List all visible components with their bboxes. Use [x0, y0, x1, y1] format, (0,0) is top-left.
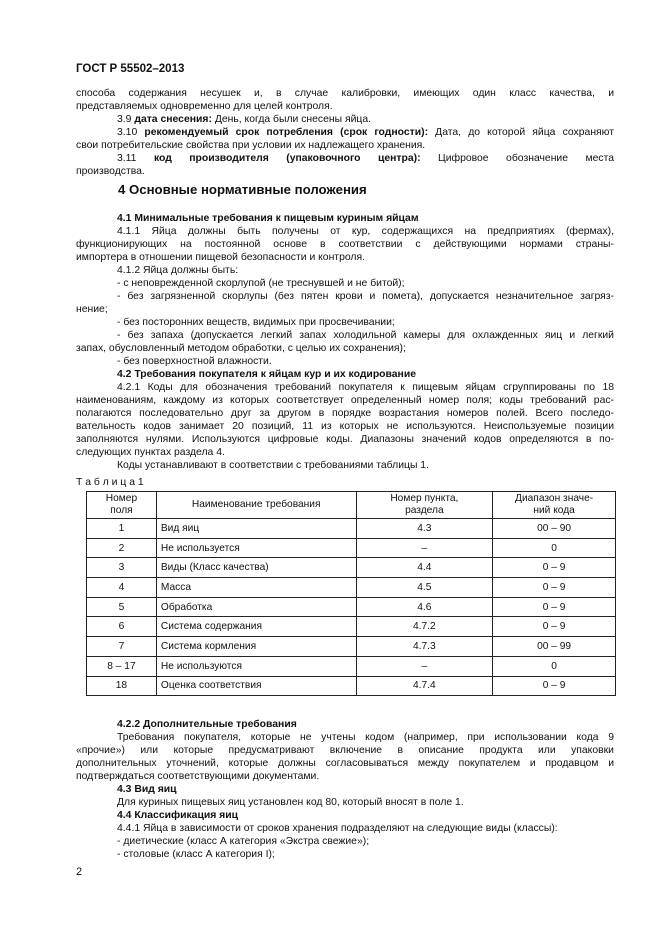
paragraph-line: Для куриных пищевых яиц установлен код 80, который вносят в поле 1. [117, 797, 464, 808]
cell-section: 4.7.4 [356, 676, 493, 696]
list-item: - с неповрежденной скорлупой (не треснувшей и не битой); [117, 278, 405, 289]
list-item: - без запаха (допускается легкий запах холодильной камеры для охлажденных яиц и легкий [117, 330, 614, 341]
paragraph-line: 4.1.2 Яйца должны быть: [117, 265, 239, 276]
table-row [87, 519, 616, 539]
col-header-text: Наименование требования [191, 499, 321, 510]
table-row [87, 637, 616, 657]
def-term: рекомендуемый срок потребления (срок годности): [144, 127, 429, 138]
cell-name: Масса [156, 578, 356, 598]
definition-3-11 [117, 152, 614, 165]
section-title: 4 Основные нормативные положения [118, 182, 367, 197]
col-header [87, 492, 157, 519]
cell-field: 8 – 17 [87, 656, 157, 676]
col-header-text: Диапазон значе- ний кода [515, 493, 594, 516]
paragraph-line: «прочие») или которые предусматривают включение в описание продукта или упаковки [76, 745, 614, 756]
table-row [87, 617, 616, 637]
def-text: День, когда были снесены яйца. [214, 114, 372, 125]
list-item: - диетические (класс А категория «Экстра свежие»); [117, 836, 370, 847]
cell-name: Не используется [156, 538, 356, 558]
cell-range: 0 – 9 [493, 676, 616, 696]
document-header: ГОСТ Р 55502–2013 [76, 63, 185, 75]
table-row [87, 656, 616, 676]
cell-field: 4 [87, 578, 157, 598]
cell-field: 18 [87, 676, 157, 696]
paragraph-line: 4.2.1 Коды для обозначения требований покупателя к пищевым яйцам сгруппированы по 18 [117, 382, 614, 393]
cell-field: 6 [87, 617, 157, 637]
def-text: Цифровое обозначение места [438, 153, 615, 164]
list-item: - без загрязненной скорлупы (без пятен крови и помета), допускается незначительное загряз- [117, 291, 614, 302]
subsection-title: 4.4 Классификация яиц [117, 810, 239, 821]
col-header-text: Номер пункта, раздела [390, 493, 459, 516]
definition-3-9 [117, 113, 371, 126]
list-item: - без поверхностной влажности. [117, 356, 272, 367]
cell-range: 0 [493, 538, 616, 558]
cell-field: 3 [87, 558, 157, 578]
paragraph-line: 4.4.1 Яйца в зависимости от сроков хранения подразделяют на следующие виды (классы): [117, 823, 558, 834]
paragraph-line: дополнительных уточнений, которые должны согласовываться между покупателем и продавцом и [76, 758, 614, 769]
def-num: 3.9 [117, 114, 132, 125]
paragraph-line: следующих пунктах раздела 4. [76, 447, 225, 458]
cell-name: Вид яиц [156, 519, 356, 539]
paragraph-line: Коды устанавливают в соответствии с требованиями таблицы 1. [117, 460, 429, 471]
definition-line: свои потребительские свойства при условии их надлежащего хранения. [76, 140, 426, 151]
paragraph-line: импортера в отношении пищевой безопасности и контроля. [76, 252, 365, 263]
paragraph-line: заполняются нулями. Используются цифровые коды. Диапазоны значений кодов определяются в по- [76, 434, 614, 445]
cell-section: 4.7.2 [356, 617, 493, 637]
list-item: - без посторонних веществ, видимых при просвечивании; [117, 317, 395, 328]
cell-section: – [356, 538, 493, 558]
paragraph-line: подтверждаться соответствующими документами. [76, 771, 320, 782]
list-item-cont: запах, обусловленный методом обработки, с целью их сохранения); [76, 343, 406, 354]
cell-name: Система кормления [156, 637, 356, 657]
def-num: 3.10 [117, 127, 138, 138]
cell-name: Не используются [156, 656, 356, 676]
table-caption: Т а б л и ц а 1 [76, 477, 144, 488]
page-number: 2 [76, 866, 83, 878]
cell-range: 00 – 90 [493, 519, 616, 539]
cell-range: 00 – 99 [493, 637, 616, 657]
cell-range: 0 – 9 [493, 597, 616, 617]
cell-name: Виды (Класс качества) [156, 558, 356, 578]
col-header [156, 492, 356, 519]
cell-section: 4.6 [356, 597, 493, 617]
list-item: - столовые (класс А категория I); [117, 849, 275, 860]
cell-section: 4.5 [356, 578, 493, 598]
paragraph-line: наименованиям, каждому из которых соответствует определенный номер поля; коды требований рас- [76, 395, 614, 406]
subsection-title: 4.1 Минимальные требования к пищевым куриным яйцам [117, 213, 419, 224]
col-header [493, 492, 616, 519]
table-header-row [87, 492, 616, 519]
definition-3-10 [117, 126, 614, 139]
cell-name: Оценка соответствия [156, 676, 356, 696]
paragraph-line: функционирующих на постоянной основе в соответствии с действующими нормами страны- [76, 239, 614, 250]
def-term: код производителя (упаковочного центра): [153, 153, 421, 164]
cell-range: 0 [493, 656, 616, 676]
paragraph-line: Требования покупателя, которые не учтены кодом (например, при использовании кода 9 [117, 732, 614, 743]
definition-line: производства. [76, 166, 145, 177]
table-row [87, 538, 616, 558]
cell-field: 7 [87, 637, 157, 657]
cell-name: Система содержания [156, 617, 356, 637]
cell-range: 0 – 9 [493, 617, 616, 637]
cell-name: Обработка [156, 597, 356, 617]
paragraph-line: вательность кодов занимает 20 позиций, 11 из которых не используются. Неиспользуемые позиции [76, 421, 614, 432]
cell-section: 4.3 [356, 519, 493, 539]
cell-field: 5 [87, 597, 157, 617]
list-item-cont: нение; [76, 304, 108, 315]
table-row [87, 676, 616, 696]
intro-line: способа содержания несушек и, в случае калибровки, имеющих один класс качества, и [76, 88, 614, 99]
intro-line: представляемых одновременно для целей контроля. [76, 101, 333, 112]
requirements-table [86, 491, 616, 696]
table-row [87, 558, 616, 578]
paragraph-line: 4.1.1 Яйца должны быть получены от кур, содержащихся на предприятиях (фермах), [117, 226, 614, 237]
col-header [356, 492, 493, 519]
cell-field: 1 [87, 519, 157, 539]
table-row [87, 597, 616, 617]
def-text: Дата, до которой яйца сохраняют [435, 127, 615, 138]
col-header-text: Номер поля [105, 493, 138, 516]
def-num: 3.11 [117, 153, 137, 164]
cell-range: 0 – 9 [493, 558, 616, 578]
subsection-title: 4.2 Требования покупателя к яйцам кур и их кодирование [117, 369, 416, 380]
def-term: дата снесения: [134, 114, 212, 125]
cell-section: 4.7.3 [356, 637, 493, 657]
paragraph-line: полагаются последовательно друг за другом в порядке возрастания номеров полей. Всего последо- [76, 408, 614, 419]
cell-section: 4.4 [356, 558, 493, 578]
cell-range: 0 – 9 [493, 578, 616, 598]
subsection-title: 4.2.2 Дополнительные требования [117, 719, 297, 730]
cell-field: 2 [87, 538, 157, 558]
subsection-title: 4.3 Вид яиц [117, 784, 177, 795]
table-row [87, 578, 616, 598]
cell-section: – [356, 656, 493, 676]
